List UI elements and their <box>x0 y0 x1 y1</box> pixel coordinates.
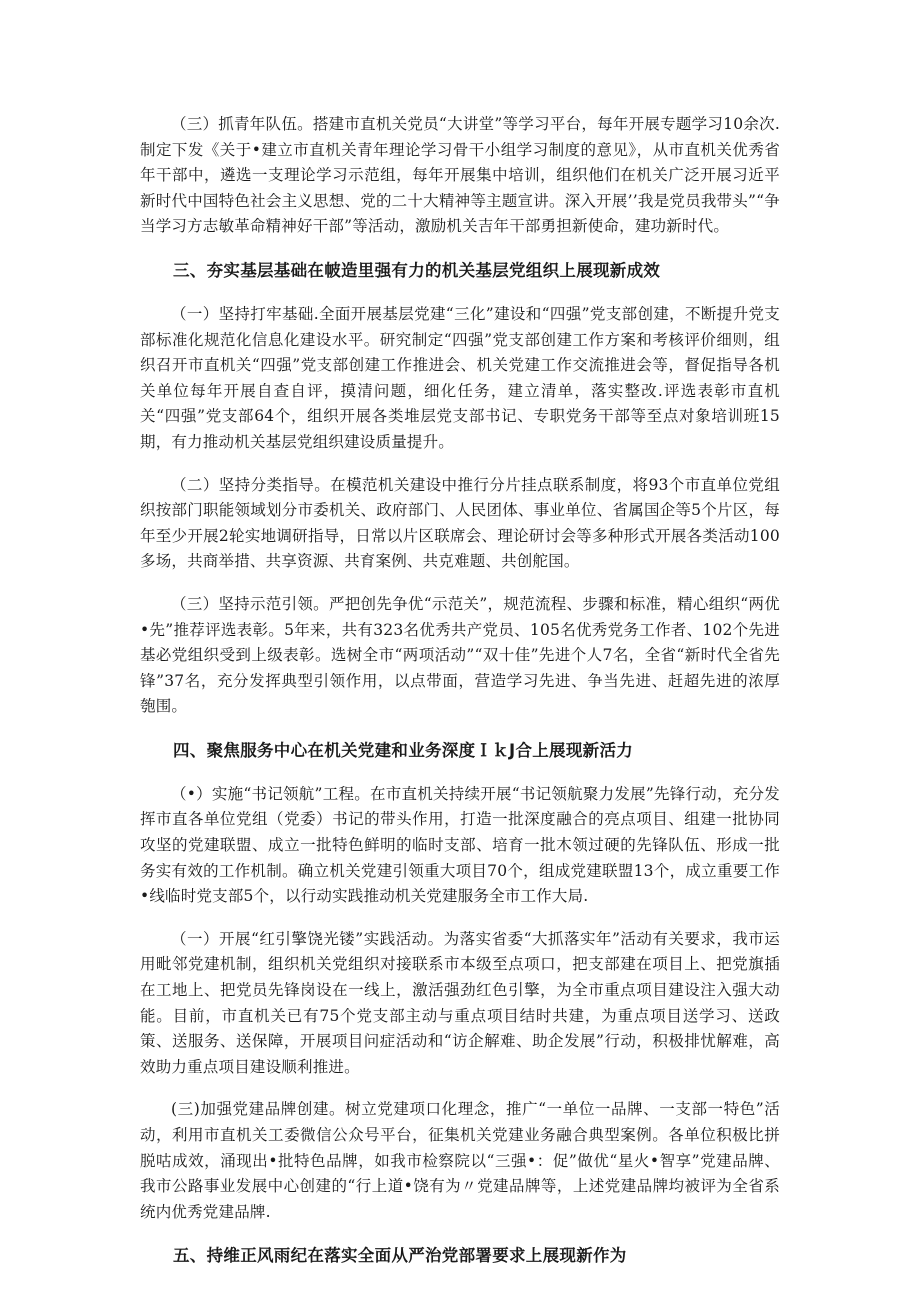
paragraph-demonstration-lead: （三）坚持示范引领。严把创先争优“示范关”，规范流程、步骤和标准，精心组织“两优•先”推荐评选表彰。5年来，共有323名优秀共产党员、105名优秀党务工作者、102个先进基必党组织受到上级表彰。选树全市“两项活动”“双十佳”先进个人7名，全省“新时代全省先锋”37名，充分发挥典型引领作用，以点带面，营造学习先进、争当先进、赶超先进的浓厚匏围。 <box>140 594 780 716</box>
paragraph-red-engine: （一）开展“红引擎饶光镂”实践活动。为落实省委“大抓落实年”活动有关要求，我市运用毗邻党建机制，组织机关党组织对接联系市本级至点项口，把支部建在项目上、把党旗插在工地上、把党员先锋岗设在一线上，激活强劲红色引擎，为全市重点项目建设注入强大动能。目前，市直机关已有75个党支部主动与重点项目结时共建，为重点项目送学习、送政策、送服务、送保障，开展项目问症活动和“访企解难、助企发展”行动，积极排忧解难，高效助力重点项目建设顺利推进。 <box>140 929 780 1076</box>
paragraph-secretary-leading: （•）实施“书记领航”工程。在市直机关持续开展“书记领航聚力发展”先锋行动，充分发挥市直各单位党组（党委）书记的带头作用，打造一批深度融合的亮点项目、组建一批协同攻坚的党建联盟、成立一批特色鲜明的临时支部、培育一批木领过硬的先锋队伍、形成一批务实有效的工作机制。确立机关党建引领重大项目70个，组成党建联盟13个，成立重要工作•线临时党支部5个，以行动实践推动机关党建服务全市工作大局. <box>140 784 780 906</box>
paragraph-build-foundation: （一）坚持打牢基础.全面开展基层党建“三化”建设和“四强”党支部创建，不断提升党支部标准化规范化信息化建设水平。研究制定“四强”党支部创建工作方案和考核评价细则，组织召开市直机关“四强”党支部创建工作推进会、机关党建工作交流推进会等，督促指导各机关单位每年开展自查自评，摸清问题，细化任务，建立清单，落实整改.评选表彰市直机关“四强”党支部64个，组织开展各类堆层党支部书记、专职党务干部等至点对象培训班15期，有力推动机关基层党组织建设质量提升。 <box>140 304 780 451</box>
paragraph-classified-guidance: （二）坚持分类指导。在模范机关建设中推行分片挂点联系制度，将93个市直单位党组织按部门职能领域划分市委机关、政府部门、人民团体、事业单位、省属国企等5个片区，每年至少开展2轮实地调研指导，日常以片区联席会、理论研讨会等多种形式开展各类活动100多场，共商举措、共享资源、共育案例、共克难题、共创舵国。 <box>140 475 780 571</box>
section-heading-4: 四、聚焦服务中心在机关党建和业务深度ＩｋJ合上展现新活力 <box>173 740 634 760</box>
section-heading-3: 三、夯实基层基础在帔造里强有力的机关基层党组织上展现新成效 <box>173 260 661 280</box>
paragraph-youth-team: （三）抓青年队伍。搭建市直机关党员“大讲堂”等学习平台，每年开展专题学习10余次.制定下发《关于•建立市直机关青年理论学习骨干小组学习制度的意见》，从市直机关优秀省年干部中，遴选一支理论学习示范组，每年开展集中培训，组织他们在机关广泛开展习近平新时代中国特色社会主义思想、党的二十大精神等主题宣讲。深入开展’’我是党员我带头”“争当学习方志敏革命精神好干部”等活动，激励机关吉年干部勇担新使命，建功新时代。 <box>140 115 780 236</box>
section-heading-5: 五、持维正风雨纪在落实全面从严治党部署要求上展现新作为 <box>173 1246 627 1266</box>
paragraph-brand-building: (三)加强党建品牌创建。树立党建项口化理念，推广“一单位一品牌、一支部一特色”活动，利用市直机关工委微信公众号平台，征集机关党建业务融合典型案例。各单位积极比拼脱咕成效，涌现出•批特色品牌，如我市检察院以“三强•：促”做优“星火•智享”党建品牌、我市公路事业发展中心创建的“行上道•饶有为〃党建品牌等，上述党建品牌均被评为全省系统内优秀党建品牌. <box>140 1100 780 1221</box>
